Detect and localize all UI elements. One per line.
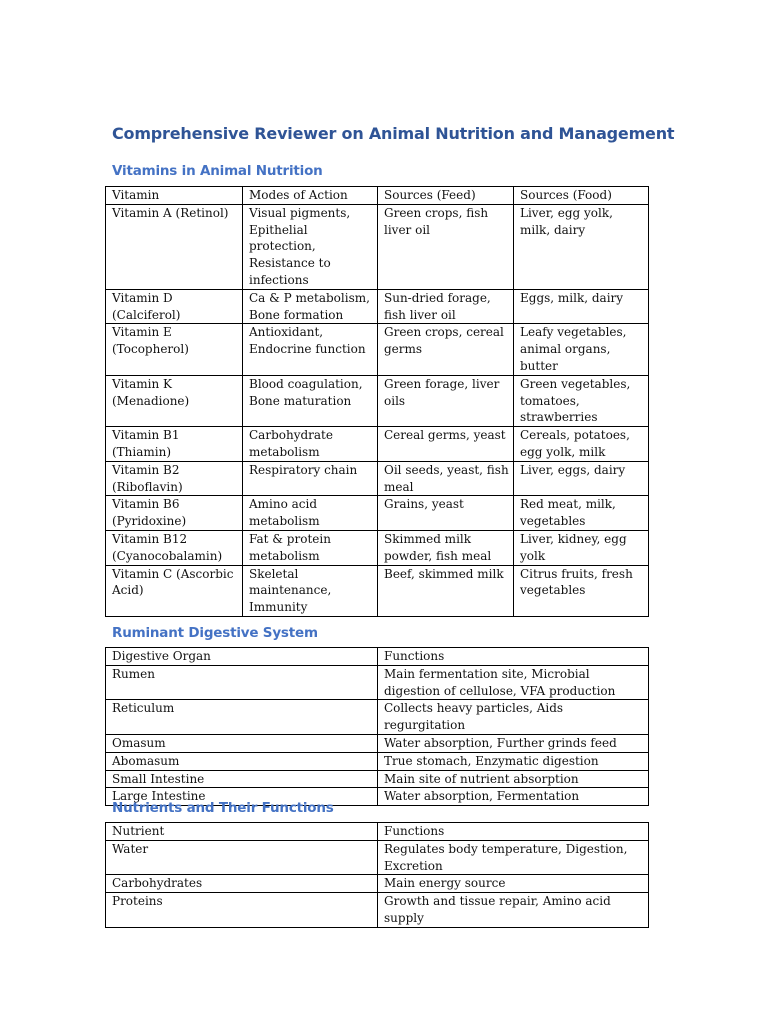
table-cell: Fat & protein metabolism [243, 530, 378, 565]
table-row [106, 204, 649, 289]
digestive-table [105, 647, 649, 806]
table-row [106, 565, 649, 616]
table-cell: Vitamin B1 (Thiamin) [106, 427, 243, 462]
header-cell: Functions [378, 823, 649, 841]
table-cell: Water absorption, Fermentation [378, 788, 649, 806]
table-cell: Vitamin K (Menadione) [106, 375, 243, 426]
vitamins-heading: Vitamins in Animal Nutrition [112, 163, 323, 179]
table-row [106, 530, 649, 565]
table-cell: Grains, yeast [378, 496, 514, 531]
table-cell: Green forage, liver oils [378, 375, 514, 426]
table-cell: Citrus fruits, fresh vegetables [514, 565, 649, 616]
table-header-row [106, 648, 649, 666]
table-cell: Regulates body temperature, Digestion, Excretion [378, 840, 649, 875]
table-cell: Main fermentation site, Microbial digestion of cellulose, VFA production [378, 665, 649, 700]
header-cell: Functions [378, 648, 649, 666]
table-cell: Main site of nutrient absorption [378, 770, 649, 788]
header-cell: Sources (Food) [514, 187, 649, 205]
table-cell: Cereals, potatoes, egg yolk, milk [514, 427, 649, 462]
table-cell: Ca & P metabolism, Bone formation [243, 289, 378, 324]
nutrients-heading: Nutrients and Their Functions [112, 800, 334, 816]
table-row [106, 752, 649, 770]
table-row [106, 289, 649, 324]
table-cell: Vitamin A (Retinol) [106, 204, 243, 289]
table-cell: Growth and tissue repair, Amino acid supply [378, 893, 649, 928]
table-row [106, 700, 649, 735]
table-row [106, 665, 649, 700]
table-cell: Small Intestine [106, 770, 378, 788]
table-cell: Carbohydrates [106, 875, 378, 893]
table-cell: Oil seeds, yeast, fish meal [378, 461, 514, 496]
table-cell: Respiratory chain [243, 461, 378, 496]
table-cell: Leafy vegetables, animal organs, butter [514, 324, 649, 375]
table-cell: Vitamin D (Calciferol) [106, 289, 243, 324]
header-cell: Modes of Action [243, 187, 378, 205]
table-cell: Sun-dried forage, fish liver oil [378, 289, 514, 324]
table-cell: Liver, eggs, dairy [514, 461, 649, 496]
header-cell: Digestive Organ [106, 648, 378, 666]
table-row [106, 893, 649, 928]
table-cell: Visual pigments, Epithelial protection, Resistance to infections [243, 204, 378, 289]
header-cell: Nutrient [106, 823, 378, 841]
table-cell: Vitamin C (Ascorbic Acid) [106, 565, 243, 616]
table-row [106, 461, 649, 496]
table-cell: Water [106, 840, 378, 875]
table-row [106, 875, 649, 893]
table-cell: Liver, egg yolk, milk, dairy [514, 204, 649, 289]
table-cell: Eggs, milk, dairy [514, 289, 649, 324]
table-cell: Omasum [106, 734, 378, 752]
table-row [106, 496, 649, 531]
table-cell: Vitamin B6 (Pyridoxine) [106, 496, 243, 531]
table-header-row [106, 823, 649, 841]
table-cell: Antioxidant, Endocrine function [243, 324, 378, 375]
table-cell: Vitamin B12 (Cyanocobalamin) [106, 530, 243, 565]
table-cell: Vitamin B2 (Riboflavin) [106, 461, 243, 496]
table-cell: Cereal germs, yeast [378, 427, 514, 462]
table-cell: Main energy source [378, 875, 649, 893]
table-cell: Large Intestine [106, 788, 378, 806]
header-cell: Sources (Feed) [378, 187, 514, 205]
table-cell: Red meat, milk, vegetables [514, 496, 649, 531]
table-cell: Water absorption, Further grinds feed [378, 734, 649, 752]
table-row [106, 734, 649, 752]
table-cell: Abomasum [106, 752, 378, 770]
table-header-row [106, 187, 649, 205]
table-cell: Amino acid metabolism [243, 496, 378, 531]
table-row [106, 427, 649, 462]
table-row [106, 840, 649, 875]
table-cell: Blood coagulation, Bone maturation [243, 375, 378, 426]
table-cell: Collects heavy particles, Aids regurgitation [378, 700, 649, 735]
table-cell: Green vegetables, tomatoes, strawberries [514, 375, 649, 426]
table-cell: True stomach, Enzymatic digestion [378, 752, 649, 770]
vitamins-table [105, 186, 649, 617]
table-row [106, 770, 649, 788]
digestive-heading: Ruminant Digestive System [112, 625, 318, 641]
document-title: Comprehensive Reviewer on Animal Nutrition and Management [112, 124, 675, 143]
table-cell: Beef, skimmed milk [378, 565, 514, 616]
nutrients-table [105, 822, 649, 928]
header-cell: Vitamin [106, 187, 243, 205]
table-cell: Proteins [106, 893, 378, 928]
table-cell: Liver, kidney, egg yolk [514, 530, 649, 565]
table-cell: Carbohydrate metabolism [243, 427, 378, 462]
table-cell: Green crops, fish liver oil [378, 204, 514, 289]
table-row [106, 324, 649, 375]
table-row [106, 375, 649, 426]
table-cell: Green crops, cereal germs [378, 324, 514, 375]
table-cell: Vitamin E (Tocopherol) [106, 324, 243, 375]
table-cell: Reticulum [106, 700, 378, 735]
table-cell: Rumen [106, 665, 378, 700]
table-cell: Skeletal maintenance, Immunity [243, 565, 378, 616]
table-cell: Skimmed milk powder, fish meal [378, 530, 514, 565]
